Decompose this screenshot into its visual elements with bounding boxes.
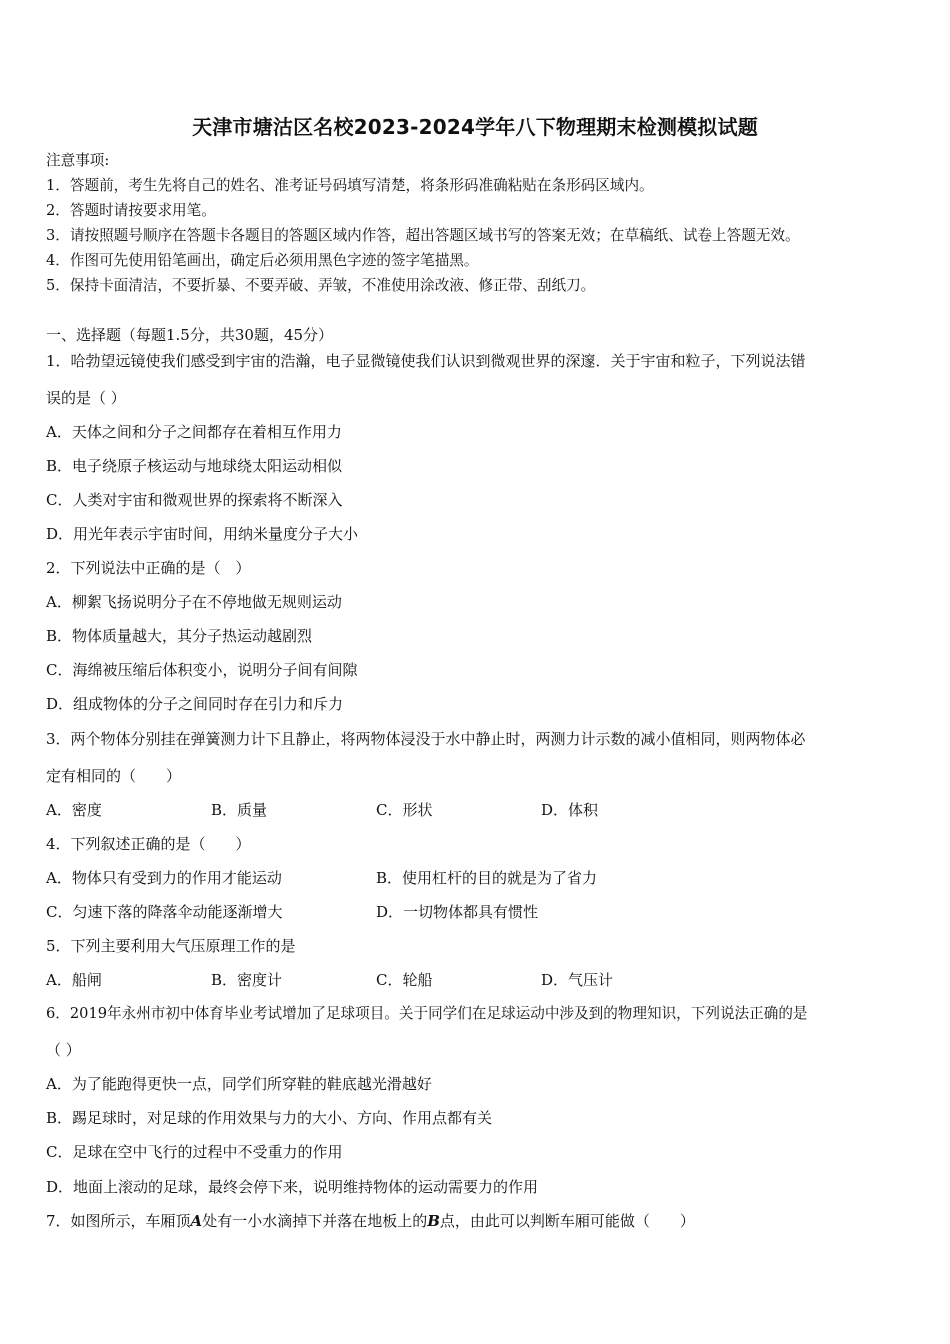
question-4-option-b: B．使用杠杆的目的就是为了省力 bbox=[376, 869, 598, 887]
question-7-text-2: 处有一小水滴掉下并落在地板上的 bbox=[202, 1212, 428, 1230]
question-1-option-c: C．人类对宇宙和微观世界的探索将不断深入 bbox=[46, 491, 343, 509]
question-6-option-d: D．地面上滚动的足球，最终会停下来，说明维持物体的运动需要力的作用 bbox=[46, 1178, 539, 1196]
section-heading: 一、选择题（每题1.5分，共30题，45分） bbox=[46, 326, 334, 344]
question-6-stem: 6．2019年永州市初中体育毕业考试增加了足球项目。关于同学们在足球运动中涉及到的物理知识，下列说法正确的是 bbox=[46, 1005, 808, 1022]
note-item: 3．请按照题号顺序在答题卡各题目的答题区域内作答，超出答题区域书写的答案无效；在草稿纸、试卷上答题无效。 bbox=[46, 227, 800, 244]
note-item: 4．作图可先使用铅笔画出，确定后必须用黑色字迹的签字笔描黑。 bbox=[46, 252, 479, 269]
question-1-stem-cont: 误的是（ ） bbox=[46, 389, 126, 407]
question-3-option-c: C．形状 bbox=[376, 801, 433, 819]
question-5-option-a: A．船闸 bbox=[46, 971, 102, 989]
question-4-option-a: A．物体只有受到力的作用才能运动 bbox=[46, 869, 282, 887]
question-4-stem: 4．下列叙述正确的是（ ） bbox=[46, 835, 251, 853]
question-2-option-b: B．物体质量越大，其分子热运动越剧烈 bbox=[46, 627, 313, 645]
question-1-option-a: A．天体之间和分子之间都存在着相互作用力 bbox=[46, 423, 342, 441]
notes-heading: 注意事项: bbox=[46, 152, 110, 169]
point-a-label: A bbox=[190, 1212, 203, 1230]
question-6-option-c: C．足球在空中飞行的过程中不受重力的作用 bbox=[46, 1143, 343, 1161]
question-5-option-b: B．密度计 bbox=[211, 971, 283, 989]
question-7-text-1: 7．如图所示，车厢顶 bbox=[46, 1212, 191, 1230]
question-5-option-d: D．气压计 bbox=[541, 971, 614, 989]
question-6-option-a: A．为了能跑得更快一点，同学们所穿鞋的鞋底越光滑越好 bbox=[46, 1075, 432, 1093]
question-3-option-b: B．质量 bbox=[211, 801, 268, 819]
question-1-option-b: B．电子绕原子核运动与地球绕太阳运动相似 bbox=[46, 457, 343, 475]
question-6-stem-cont: （ ） bbox=[46, 1041, 81, 1059]
question-2-option-c: C．海绵被压缩后体积变小，说明分子间有间隙 bbox=[46, 661, 358, 679]
question-5-option-c: C．轮船 bbox=[376, 971, 433, 989]
question-7-text-3: 点，由此可以判断车厢可能做（ ） bbox=[439, 1212, 695, 1230]
note-item: 5．保持卡面清洁，不要折暴、不要弄破、弄皱，不准使用涂改液、修正带、刮纸刀。 bbox=[46, 277, 596, 294]
question-3-option-a: A．密度 bbox=[46, 801, 102, 819]
note-item: 1．答题前，考生先将自己的姓名、准考证号码填写清楚，将条形码准确粘贴在条形码区域内。 bbox=[46, 177, 654, 194]
question-1-stem: 1．哈勃望远镜使我们感受到宇宙的浩瀚，电子显微镜使我们认识到微观世界的深邃．关于宇宙和粒子，下列说法错 bbox=[46, 352, 806, 370]
question-5-stem: 5．下列主要利用大气压原理工作的是 bbox=[46, 937, 296, 955]
question-6-option-b: B．踢足球时，对足球的作用效果与力的大小、方向、作用点都有关 bbox=[46, 1109, 493, 1127]
question-3-stem: 3．两个物体分别挂在弹簧测力计下且静止，将两物体浸没于水中静止时，两测力计示数的减小值相同，则两物体必 bbox=[46, 730, 806, 748]
question-1-option-d: D．用光年表示宇宙时间，用纳米量度分子大小 bbox=[46, 525, 359, 543]
question-4-option-d: D．一切物体都具有惯性 bbox=[376, 903, 539, 921]
question-2-option-a: A．柳絮飞扬说明分子在不停地做无规则运动 bbox=[46, 593, 342, 611]
question-2-stem: 2．下列说法中正确的是（ ） bbox=[46, 559, 251, 577]
question-4-option-c: C．匀速下落的降落伞动能逐渐增大 bbox=[46, 903, 283, 921]
question-3-stem-cont: 定有相同的（ ） bbox=[46, 767, 182, 785]
question-3-option-d: D．体积 bbox=[541, 801, 599, 819]
question-7-stem bbox=[46, 1211, 695, 1231]
note-item: 2．答题时请按要求用笔。 bbox=[46, 202, 216, 219]
page-title: 天津市塘沽区名校2023-2024学年八下物理期末检测模拟试题 bbox=[192, 115, 758, 139]
question-2-option-d: D．组成物体的分子之间同时存在引力和斥力 bbox=[46, 695, 344, 713]
point-b-label: B bbox=[427, 1212, 440, 1230]
